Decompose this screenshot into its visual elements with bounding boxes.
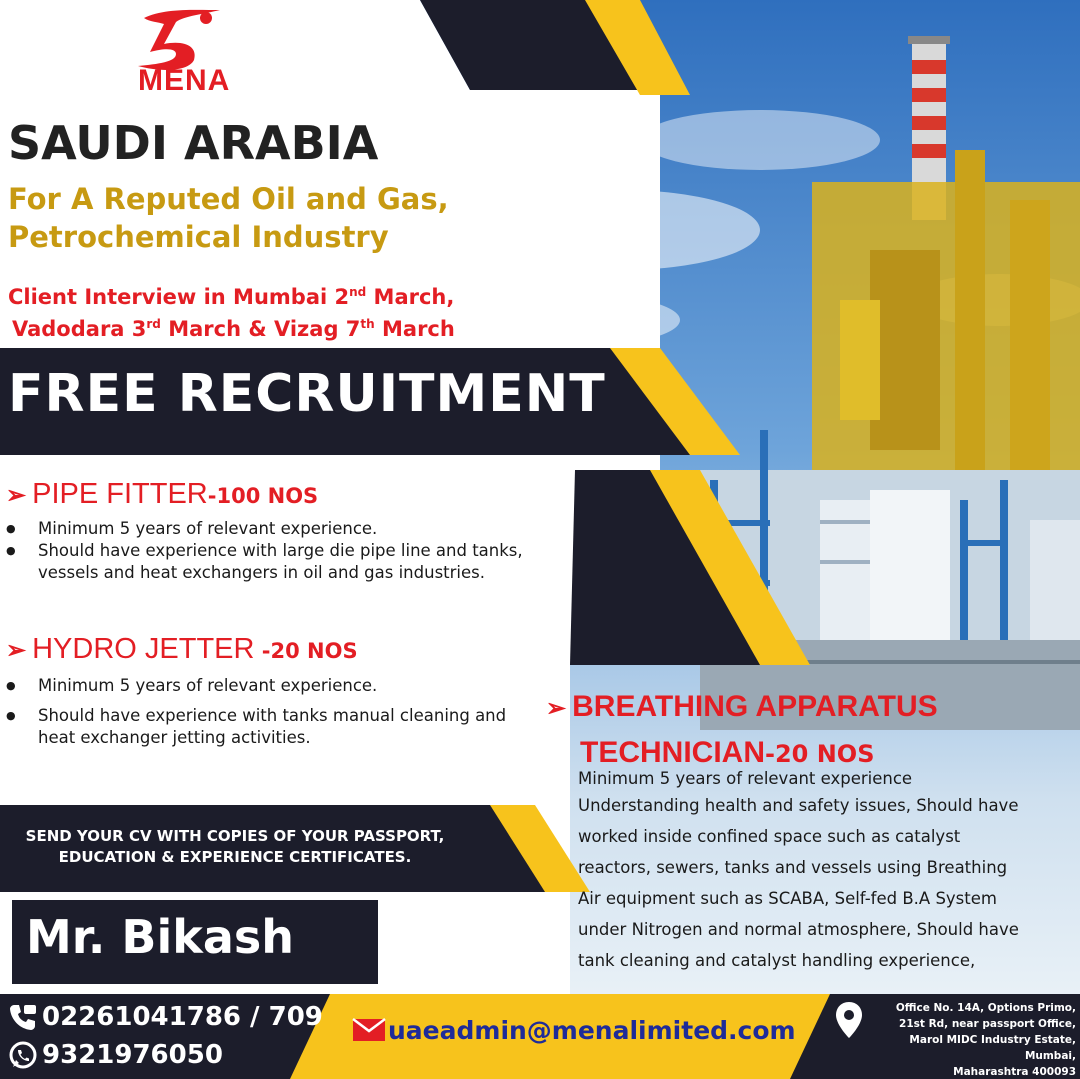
mail-icon bbox=[352, 1018, 386, 1042]
detail-line: Minimum 5 years of relevant experience bbox=[578, 769, 913, 788]
phone-icon bbox=[6, 1001, 38, 1033]
detail-line: tank cleaning and catalyst handling experience, bbox=[578, 951, 976, 970]
job-breathing-apparatus-heading-2 bbox=[580, 736, 875, 770]
job-hydro-jetter-heading bbox=[6, 633, 358, 666]
industry-line-2: Petrochemical Industry bbox=[8, 220, 389, 254]
whatsapp-number[interactable]: 9321976050 bbox=[42, 1040, 223, 1070]
free-recruitment-banner: FREE RECRUITMENT bbox=[8, 364, 606, 424]
arrow-bullet-icon: ➢ bbox=[546, 695, 567, 722]
job-breathing-apparatus-heading bbox=[546, 690, 938, 724]
country-title: SAUDI ARABIA bbox=[8, 116, 379, 170]
job-pipe-fitter-bullets bbox=[2, 518, 538, 584]
send-cv-line-1: SEND YOUR CV WITH COPIES OF YOUR PASSPORT, bbox=[25, 827, 445, 845]
list-item: ● Minimum 5 years of relevant experience. bbox=[38, 675, 548, 697]
detail-line: under Nitrogen and normal atmosphere, Should have bbox=[578, 920, 1019, 939]
address-line: Marol MIDC Industry Estate, Mumbai, bbox=[909, 1034, 1076, 1062]
industry-line-1: For A Reputed Oil and Gas, bbox=[8, 182, 449, 216]
job-count: -100 NOS bbox=[207, 484, 319, 508]
logo-name: MENA bbox=[138, 64, 231, 97]
arrow-bullet-icon: ➢ bbox=[6, 637, 27, 664]
job-breathing-apparatus-details bbox=[578, 768, 1073, 976]
detail-line: worked inside confined space such as catalyst bbox=[578, 827, 961, 846]
office-address bbox=[856, 1000, 1076, 1079]
whatsapp-row bbox=[8, 1038, 223, 1072]
send-cv-line-2: EDUCATION & EXPERIENCE CERTIFICATES. bbox=[58, 848, 412, 866]
job-count: -20 NOS bbox=[254, 639, 358, 663]
list-item: ● Should have experience with large die pipe line and tanks, vessels and heat exchangers in oil and gas industries. bbox=[38, 540, 538, 584]
job-pipe-fitter-heading bbox=[6, 478, 318, 511]
detail-line: Air equipment such as SCABA, Self-fed B.A System bbox=[578, 889, 997, 908]
address-line: Maharashtra 400093 bbox=[953, 1066, 1076, 1078]
job-title: PIPE FITTER bbox=[32, 478, 208, 510]
email-row bbox=[352, 1013, 796, 1047]
mena-logo bbox=[108, 4, 258, 100]
job-title-line-2: TECHNICIAN bbox=[580, 736, 765, 769]
address-line: Office No. 14A, Options Primo, bbox=[895, 1002, 1076, 1014]
job-title: HYDRO JETTER bbox=[32, 633, 255, 665]
interview-line-2: Vadodara 3rd March & Vizag 7th March bbox=[12, 317, 455, 341]
job-hydro-jetter-bullets bbox=[2, 675, 548, 749]
contact-person: Mr. Bikash bbox=[26, 910, 294, 964]
send-cv-instructions bbox=[0, 826, 470, 868]
phone-row bbox=[6, 1000, 323, 1034]
job-count: -20 NOS bbox=[765, 740, 875, 768]
job-title-line-1: BREATHING APPARATUS bbox=[572, 690, 938, 723]
detail-line: Understanding health and safety issues, Should have bbox=[578, 796, 1019, 815]
interview-line-1: Client Interview in Mumbai 2nd March, bbox=[8, 285, 455, 309]
phone-number[interactable]: 02261041786 / 709 bbox=[42, 1002, 323, 1032]
address-line: 21st Rd, near passport Office, bbox=[899, 1018, 1076, 1030]
arrow-bullet-icon: ➢ bbox=[6, 482, 27, 509]
whatsapp-icon bbox=[8, 1040, 38, 1070]
list-item: ● Should have experience with tanks manual cleaning and heat exchanger jetting activities. bbox=[38, 705, 548, 749]
email-address[interactable]: uaeadmin@menalimited.com bbox=[388, 1015, 796, 1045]
detail-line: reactors, sewers, tanks and vessels using Breathing bbox=[578, 858, 1008, 877]
list-item: ● Minimum 5 years of relevant experience. bbox=[38, 518, 538, 540]
